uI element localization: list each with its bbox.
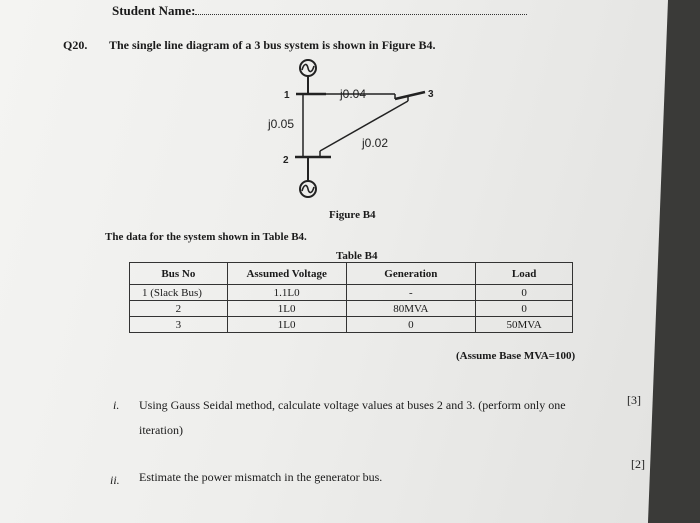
- table-row: [130, 317, 573, 333]
- cell-generation: -: [346, 285, 476, 301]
- header-generation: Generation: [346, 263, 476, 285]
- cell-load: 0: [476, 285, 573, 301]
- impedance-2-3: j0.02: [362, 136, 389, 150]
- bus-1-label: 1: [284, 90, 290, 101]
- cell-voltage: 1.1L0: [227, 285, 346, 301]
- cell-load: 50MVA: [476, 317, 573, 333]
- table-caption: Table B4: [336, 250, 378, 262]
- cell-voltage: 1L0: [227, 317, 346, 333]
- cell-bus: 3: [130, 317, 228, 333]
- student-name-label: Student Name:: [112, 3, 196, 18]
- part-2-text: Estimate the power mismatch in the generator bus.: [139, 470, 383, 484]
- bus-data-table: [129, 262, 573, 333]
- base-mva-note: (Assume Base MVA=100): [456, 350, 576, 362]
- bus-3-label: 3: [428, 89, 434, 100]
- cell-bus: 1 (Slack Bus): [130, 285, 228, 301]
- data-intro: The data for the system shown in Table B4.: [105, 231, 307, 243]
- table-row: [130, 301, 573, 317]
- impedance-1-3: j0.04: [340, 87, 367, 101]
- part-1-marks: [3]: [627, 393, 641, 407]
- figure-caption: Figure B4: [329, 209, 376, 221]
- part-2-numeral: ii.: [110, 473, 120, 487]
- table-header-row: [130, 263, 573, 285]
- bus-2-label: 2: [283, 155, 289, 166]
- part-1-text: Using Gauss Seidal method, calculate voltage values at buses 2 and 3. (perform only one: [139, 398, 566, 412]
- generator-1-icon: [300, 60, 316, 76]
- header-bus-no: Bus No: [130, 263, 228, 285]
- generator-2-icon: [300, 181, 316, 197]
- header-assumed-voltage: Assumed Voltage: [227, 263, 346, 285]
- cell-voltage: 1L0: [227, 301, 346, 317]
- impedance-1-2: j0.05: [268, 117, 295, 131]
- bus-3-bar: [395, 92, 425, 99]
- cell-load: 0: [476, 301, 573, 317]
- cell-generation: 0: [346, 317, 476, 333]
- part-2-marks: [2]: [631, 457, 645, 471]
- question-text: The single line diagram of a 3 bus system is shown in Figure B4.: [109, 38, 436, 52]
- header-load: Load: [476, 263, 573, 285]
- part-1-text-cont: iteration): [139, 423, 183, 437]
- cell-bus: 2: [130, 301, 228, 317]
- cell-generation: 80MVA: [346, 301, 476, 317]
- question-number: Q20.: [63, 38, 88, 52]
- table-row: [130, 285, 573, 301]
- part-1-numeral: i.: [113, 398, 120, 412]
